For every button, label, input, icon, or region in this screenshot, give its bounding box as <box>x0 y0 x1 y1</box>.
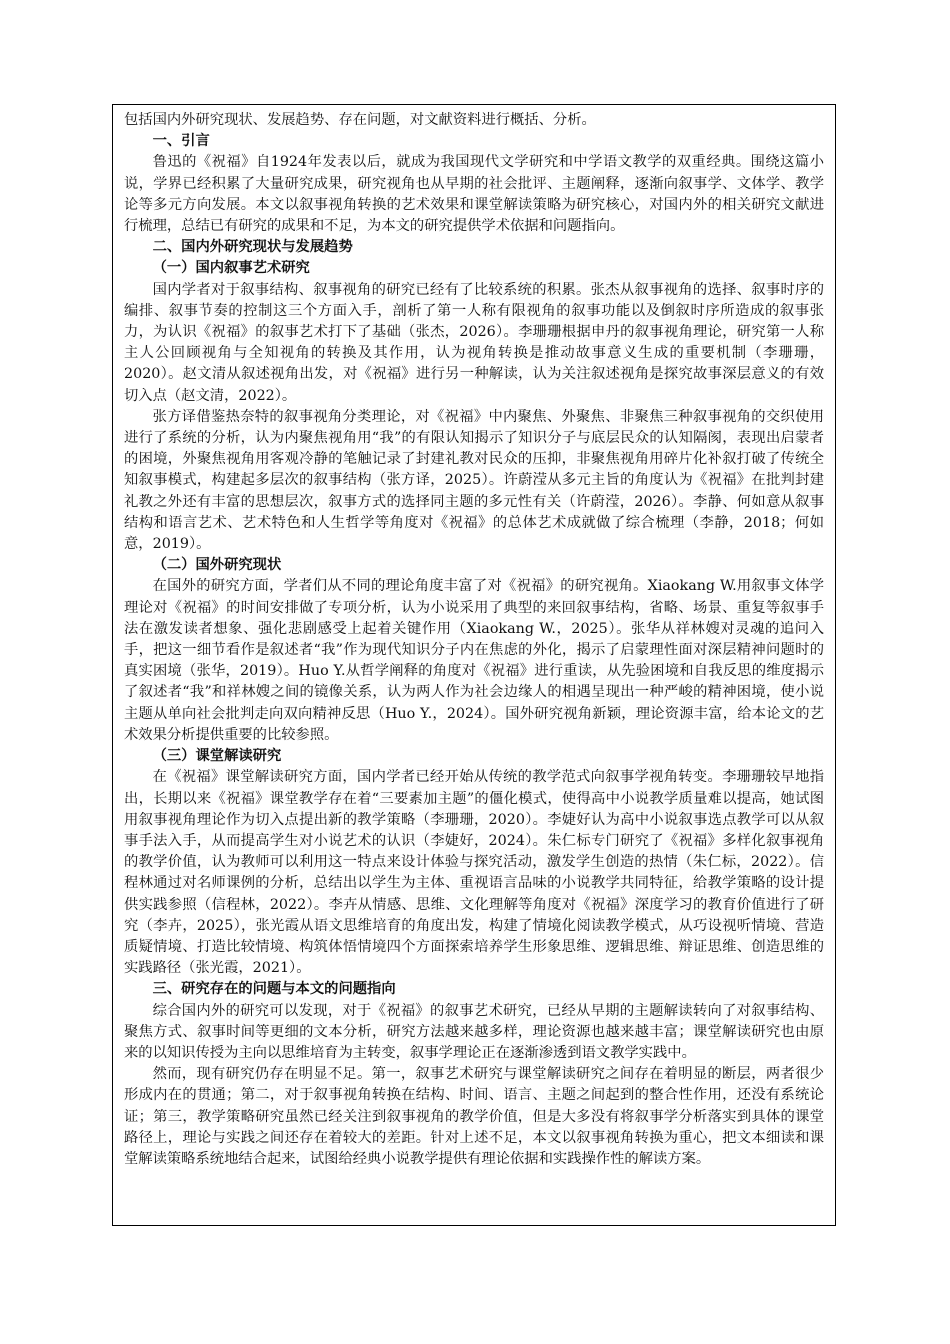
section-2-1-paragraph-2: 张方译借鉴热奈特的叙事视角分类理论，对《祝福》中内聚焦、外聚焦、非聚焦三种叙事视角的交织使用进行了系统的分析，认为内聚焦视角用“我”的有限认知揭示了知识分子与底层民众的认知隔阂，表现出启蒙者的困境，外聚焦视角用客观冷静的笔触记录了封建礼教对民众的压抑，非聚焦视角用碎片化补叙打破了传统全知叙事模式，构建起多层次的叙事结构（张方译，2025）。许蔚滢从多元主旨的角度认为《祝福》在批判封建礼教之外还有丰富的思想层次，叙事方式的选择同主题的多元性有关（许蔚滢，2026）。李静、何如意从叙事结构和语言艺术、艺术特色和人生哲学等角度对《祝福》的总体艺术成就做了综合梳理（李静，2018；何如意，2019）。 <box>124 408 824 553</box>
section-2-1-heading: （一）国内叙事艺术研究 <box>152 260 310 277</box>
section-1-paragraph-1: 鲁迅的《祝福》自1924年发表以后，就成为我国现代文学研究和中学语文教学的双重经典。围绕这篇小说，学界已经积累了大量研究成果，研究视角也从早期的社会批评、主题阐释，逐渐向叙事学、文体学、教学论等多元方向发展。本文以叙事视角转换的艺术效果和课堂解读策略为研究核心，对国内外的相关研究文献进行梳理，总结已有研究的成果和不足，为本文的研究提供学术依据和问题指向。 <box>124 154 824 235</box>
section-2-heading: 二、国内外研究现状与发展趋势 <box>152 239 353 256</box>
section-3-paragraph-2: 然而，现有研究仍存在明显不足。第一，叙事艺术研究与课堂解读研究之间存在着明显的断层，两者很少形成内在的贯通；第二，对于叙事视角转换在结构、时间、语言、主题之间起到的整合性作用，还没有系统论证；第三，教学策略研究虽然已经关注到叙事视角的教学价值，但是大多没有将叙事学分析落实到具体的课堂路径上，理论与实践之间还存在着较大的差距。针对上述不足，本文以叙事视角转换为重心，把文本细读和课堂解读策略系统地结合起来，试图给经典小说教学提供有理论依据和实践操作性的解读方案。 <box>124 1066 824 1167</box>
section-1-heading: 一、引言 <box>152 133 210 150</box>
intro-line: 包括国内外研究现状、发展趋势、存在问题，对文献资料进行概括、分析。 <box>124 112 596 128</box>
section-2-2-heading: （二）国外研究现状 <box>152 557 282 574</box>
document-frame <box>112 104 836 1226</box>
section-2-3-paragraph-1: 在《祝福》课堂解读研究方面，国内学者已经开始从传统的教学范式向叙事学视角转变。李珊珊较早地指出，长期以来《祝福》课堂教学存在着“三要素加主题”的僵化模式，使得高中小说教学质量难以提高，她试图用叙事视角理论作为切入点提出新的教学策略（李珊珊，2020）。李婕好认为高中小说叙事选点教学可以从叙事手法入手，从而提高学生对小说艺术的认识（李婕好，2024）。朱仁标专门研究了《祝福》多样化叙事视角的教学价值，认为教师可以利用这一特点来设计体验与探究活动，激发学生创造的热情（朱仁标，2022）。信程林通过对名师课例的分析，总结出以学生为主体、重视语言品味的小说教学共同特征，给教学策略的设计提供实践参照（信程林，2022）。李卉从情感、思维、文化理解等角度对《祝福》深度学习的教育价值进行了研究（李卉，2025），张光霞从语文思维培育的角度出发，构建了情境化阅读教学模式，从巧设视听情境、营造质疑情境、打造比较情境、构筑体悟情境四个方面探索培养学生形象思维、逻辑思维、辩证思维、创造思维的实践路径（张光霞，2021）。 <box>124 769 824 977</box>
section-3-paragraph-1: 综合国内外的研究可以发现，对于《祝福》的叙事艺术研究，已经从早期的主题解读转向了对叙事结构、聚焦方式、叙事时间等更细的文本分析，研究方法越来越多样，理论资源也越来越丰富；课堂解读研究也由原来的以知识传授为主向以思维培育为主转变，叙事学理论正在逐渐渗透到语文教学实践中。 <box>124 1002 824 1061</box>
section-2-1-paragraph-1: 国内学者对于叙事结构、叙事视角的研究已经有了比较系统的积累。张杰从叙事视角的选择、叙事时序的编排、叙事节奏的控制这三个方面入手，剖析了第一人称有限视角的叙事功能以及倒叙时序所造成的叙事张力，为认识《祝福》的叙事艺术打下了基础（张杰，2026）。李珊珊根据申丹的叙事视角理论，研究第一人称主人公回顾视角与全知视角的转换及其作用，认为视角转换是推动故事意义生成的重要机制（李珊珊，2020）。赵文清从叙述视角出发，对《祝福》进行另一种解读，认为关注叙述视角是探究故事深层意义的有效切入点（赵文清，2022）。 <box>124 281 824 404</box>
section-2-3-heading: （三）课堂解读研究 <box>152 748 282 765</box>
section-3-heading: 三、研究存在的问题与本文的问题指向 <box>152 981 396 998</box>
section-2-2-paragraph-1: 在国外的研究方面，学者们从不同的理论角度丰富了对《祝福》的研究视角。Xiaokang W.用叙事文体学理论对《祝福》的时间安排做了专项分析，认为小说采用了典型的来回叙事结构，省略、场景、重复等叙事手法在激发读者想象、强化悲剧感受上起着关键作用（Xiaokang W.，2025）。张华从祥林嫂对灵魂的追问入手，把这一细节看作是叙述者“我”作为现代知识分子内在焦虑的外化，揭示了启蒙理性面对深层精神问题时的真实困境（张华，2019）。Huo Y.从哲学阐释的角度对《祝福》进行重读，从先验困境和自我反思的维度揭示了叙述者“我”和祥林嫂之间的镜像关系，认为两人作为社会边缘人的相遇呈现出一种严峻的精神困境，使小说主题从单向社会批判走向双向精神反思（Huo Y.，2024）。国外研究视角新颖，理论资源丰富，给本论文的艺术效果分析提供重要的比较参照。 <box>124 578 824 743</box>
